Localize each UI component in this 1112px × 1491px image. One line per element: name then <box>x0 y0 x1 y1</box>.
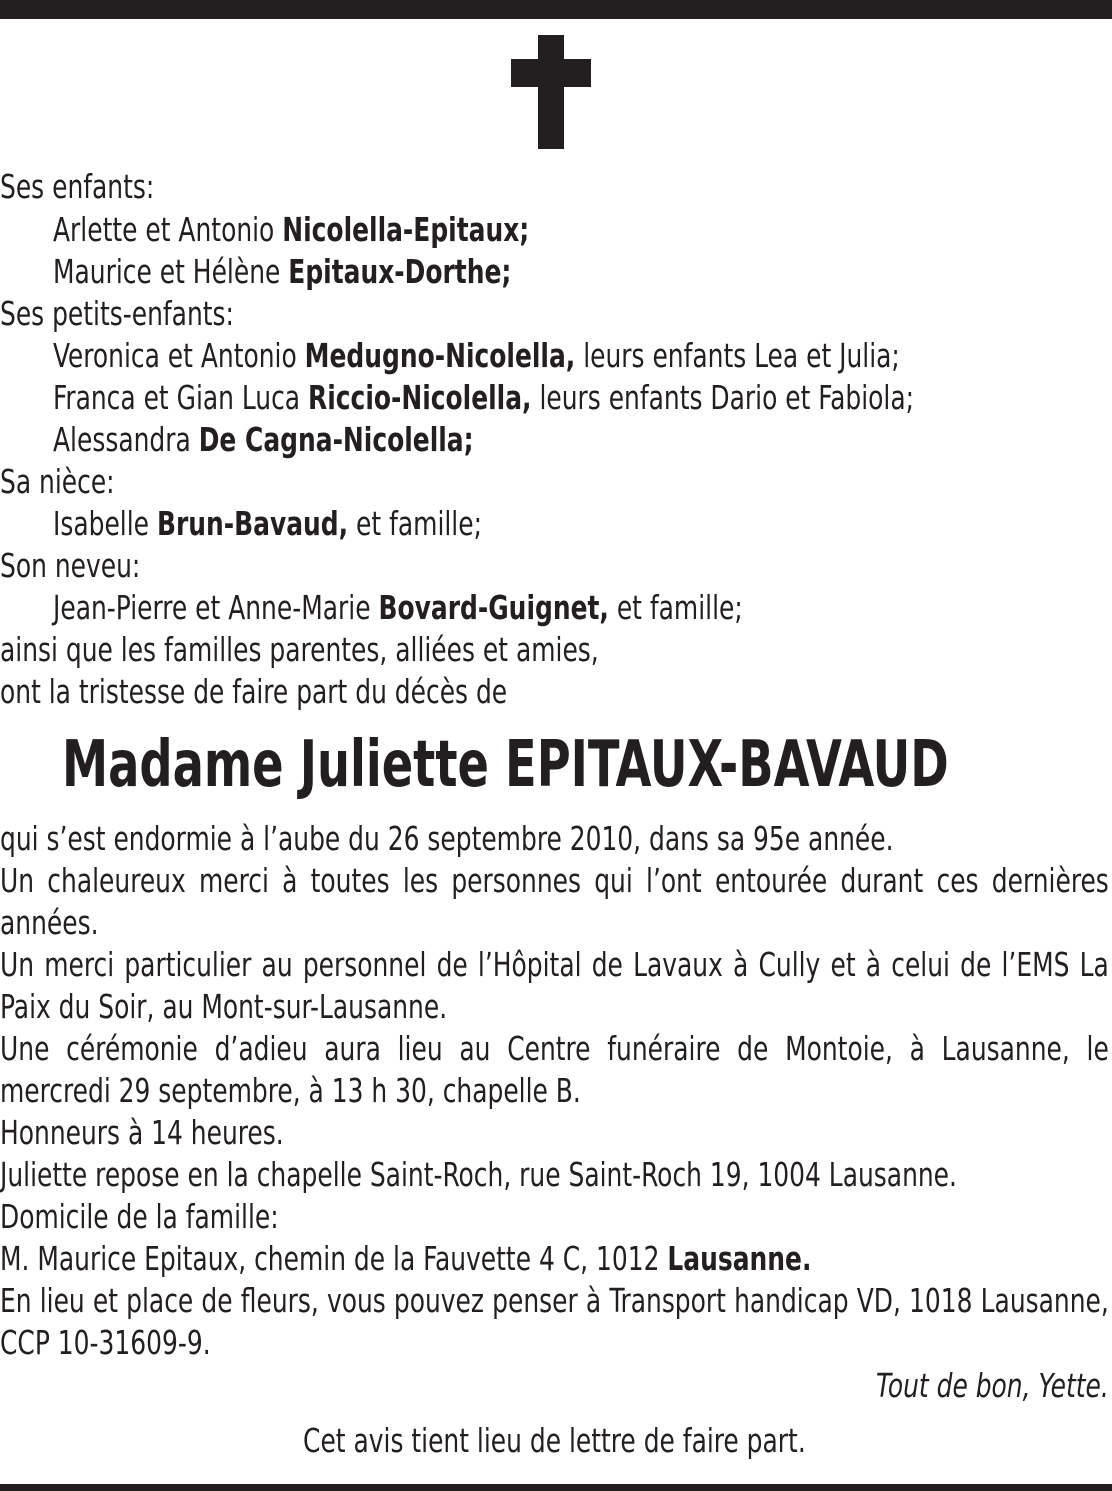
rest-place-line: Juliette repose en la chapelle Saint-Roch, rue Saint-Roch 19, 1004 Lausanne. <box>0 1155 957 1194</box>
grandchild-entry: Veronica et Antonio Medugno-Nicolella, leurs enfants Lea et Julia; <box>53 336 900 375</box>
announcement-line: ont la tristesse de faire part du décès de <box>0 672 508 711</box>
other-families: ainsi que les familles parentes, alliées et amies, <box>0 630 599 669</box>
nephew-heading: Son neveu: <box>0 546 141 585</box>
donation-paragraph: En lieu et place de fleurs, vous pouvez penser à Transport handicap VD, 1018 Lausanne, CCP 10-31609-9. <box>0 1281 1109 1362</box>
nephew-entry: Jean-Pierre et Anne-Marie Bovard-Guignet, et famille; <box>53 588 743 627</box>
cross-icon <box>511 35 591 149</box>
thanks-hospital-paragraph: Un merci particulier au personnel de l’Hôpital de Lavaux à Cully et à celui de l’EMS La Paix du Soir, au Mont-sur-Lausanne. <box>0 945 1109 1026</box>
closing-line: Tout de bon, Yette. <box>876 1366 1109 1405</box>
deceased-name: Madame Juliette EPITAUX-BAVAUD <box>62 728 949 802</box>
niece-heading: Sa nièce: <box>0 462 115 501</box>
honours-line: Honneurs à 14 heures. <box>0 1113 284 1152</box>
children-heading: Ses enfants: <box>0 167 155 206</box>
domicile-heading: Domicile de la famille: <box>0 1197 279 1236</box>
child-entry: Arlette et Antonio Nicolella-Epitaux; <box>53 210 530 249</box>
passing-date: qui s’est endormie à l’aube du 26 septembre 2010, dans sa 95e année. <box>0 819 894 858</box>
bottom-rule <box>0 1484 1112 1491</box>
child-entry: Maurice et Hélène Epitaux-Dorthe; <box>53 252 512 291</box>
thanks-paragraph: Un chaleureux merci à toutes les personnes qui l’ont entourée durant ces dernières années. <box>0 861 1109 942</box>
grandchild-entry: Franca et Gian Luca Riccio-Nicolella, leurs enfants Dario et Fabiola; <box>53 378 915 417</box>
grandchildren-heading: Ses petits-enfants: <box>0 294 234 333</box>
grandchild-entry: Alessandra De Cagna-Nicolella; <box>53 420 474 459</box>
ceremony-paragraph: Une cérémonie d’adieu aura lieu au Centre funéraire de Montoie, à Lausanne, le mercredi 29 septembre, à 13 h 30, chapelle B. <box>0 1029 1109 1110</box>
top-rule <box>0 0 1112 19</box>
footer-note: Cet avis tient lieu de lettre de faire part. <box>303 1421 806 1460</box>
niece-entry: Isabelle Brun-Bavaud, et famille; <box>53 504 482 543</box>
domicile-address: M. Maurice Epitaux, chemin de la Fauvette 4 C, 1012 Lausanne. <box>0 1239 812 1278</box>
